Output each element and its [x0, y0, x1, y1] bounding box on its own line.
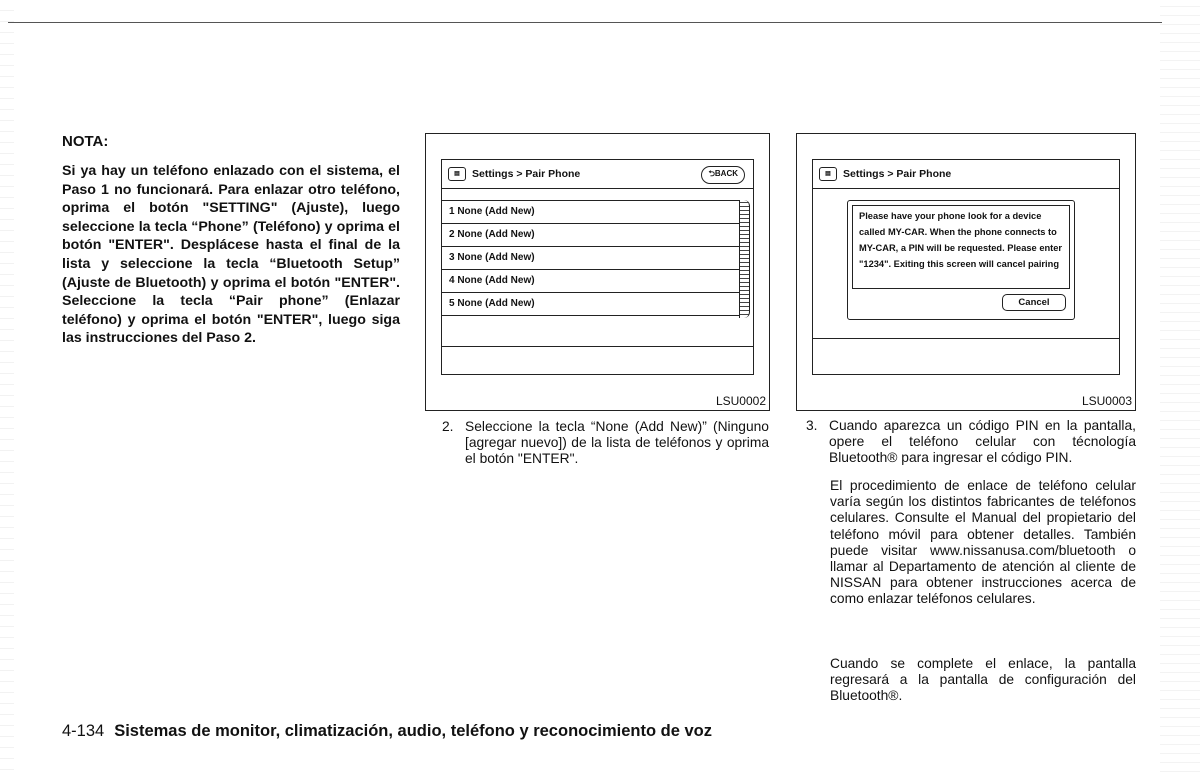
step-text: Cuando aparezca un código PIN en la pantalla, opere el teléfono celular con técnología Bluetooth® para ingresar el código PIN.	[829, 418, 1136, 466]
page-footer	[62, 722, 712, 741]
screen-bottom-divider	[813, 338, 1119, 339]
cancel-button[interactable]: Cancel	[1002, 294, 1066, 311]
step-2	[442, 419, 769, 468]
back-button-label: BACK	[714, 169, 738, 178]
list-scrollbar[interactable]	[739, 200, 750, 318]
pairing-dialog	[847, 200, 1075, 320]
phone-settings-icon: ▤	[448, 167, 466, 181]
screen-header-title: Settings > Pair Phone	[843, 168, 952, 180]
screen-header-title: Settings > Pair Phone	[472, 168, 581, 180]
phone-list-item[interactable]: 3 None (Add New)	[442, 247, 739, 270]
screen-header	[813, 160, 1119, 189]
figure-pair-phone-list	[425, 133, 770, 411]
figure-code: LSU0003	[1081, 394, 1132, 408]
screen-header	[442, 160, 753, 189]
back-button[interactable]: ⮌BACK	[701, 166, 745, 184]
phone-list-item[interactable]: 5 None (Add New)	[442, 293, 739, 316]
pairing-dialog-text: Please have your phone look for a device called MY-CAR. When the phone connects to MY-CAR, a PIN will be requested. Please enter "1234". Exiting this screen will cancel pairing	[852, 205, 1070, 289]
note-body: Si ya hay un teléfono enlazado con el sistema, el Paso 1 no funcionará. Para enlazar otro teléfono, oprima el botón "SETTING" (Ajuste), luego seleccione la tecla “Phone” (Teléfono) y oprima el botón "ENTER". Desplácese hasta el final de la lista y seleccione la tecla “Bluetooth Setup” (Ajuste de Bluetooth) y oprima el botón "ENTER". Seleccione la tecla “Pair phone” (Enlazar teléfono) y oprima el botón "ENTER", luego siga las instrucciones del Paso 2.	[62, 163, 400, 347]
phone-list-item[interactable]: 2 None (Add New)	[442, 224, 739, 247]
phone-list-item[interactable]: 4 None (Add New)	[442, 270, 739, 293]
screen-pair-phone-list	[441, 159, 754, 375]
figure-pin-dialog	[796, 133, 1136, 411]
screen-pin-dialog	[812, 159, 1120, 375]
scan-edge-right	[1160, 0, 1200, 775]
step-text: Seleccione la tecla “None (Add New)” (Ninguno [agregar nuevo]) de la lista de teléfonos y oprima el botón "ENTER".	[465, 419, 769, 467]
paragraph-pairing-procedure: El procedimiento de enlace de teléfono celular varía según los distintos fabricantes de teléfonos celulares. Consulte el Manual del propietario del teléfono móvil para obtener detalles. También puede visitar www.nissanusa.com/bluetooth o llamar al Departamento de atención al cliente de NISSAN para obtener instrucciones acerca de como enlazar teléfonos celulares.	[830, 478, 1136, 607]
phone-list-item[interactable]: 1 None (Add New)	[442, 200, 739, 224]
step-3	[806, 418, 1136, 467]
note-heading: NOTA:	[62, 133, 109, 150]
paragraph-pairing-complete: Cuando se complete el enlace, la pantalla regresará a la pantalla de configuración del Bluetooth®.	[830, 656, 1136, 704]
step-number: 2.	[442, 419, 454, 434]
page-number: 4-134	[62, 722, 105, 740]
section-title: Sistemas de monitor, climatización, audio, teléfono y reconocimiento de voz	[114, 722, 712, 740]
step-number: 3.	[806, 418, 818, 433]
figure-code: LSU0002	[715, 394, 766, 408]
phone-settings-icon: ▤	[819, 167, 837, 181]
top-rule	[8, 22, 1162, 23]
scan-edge-left	[0, 0, 14, 775]
phone-list	[442, 200, 739, 316]
screen-bottom-divider	[442, 346, 753, 347]
